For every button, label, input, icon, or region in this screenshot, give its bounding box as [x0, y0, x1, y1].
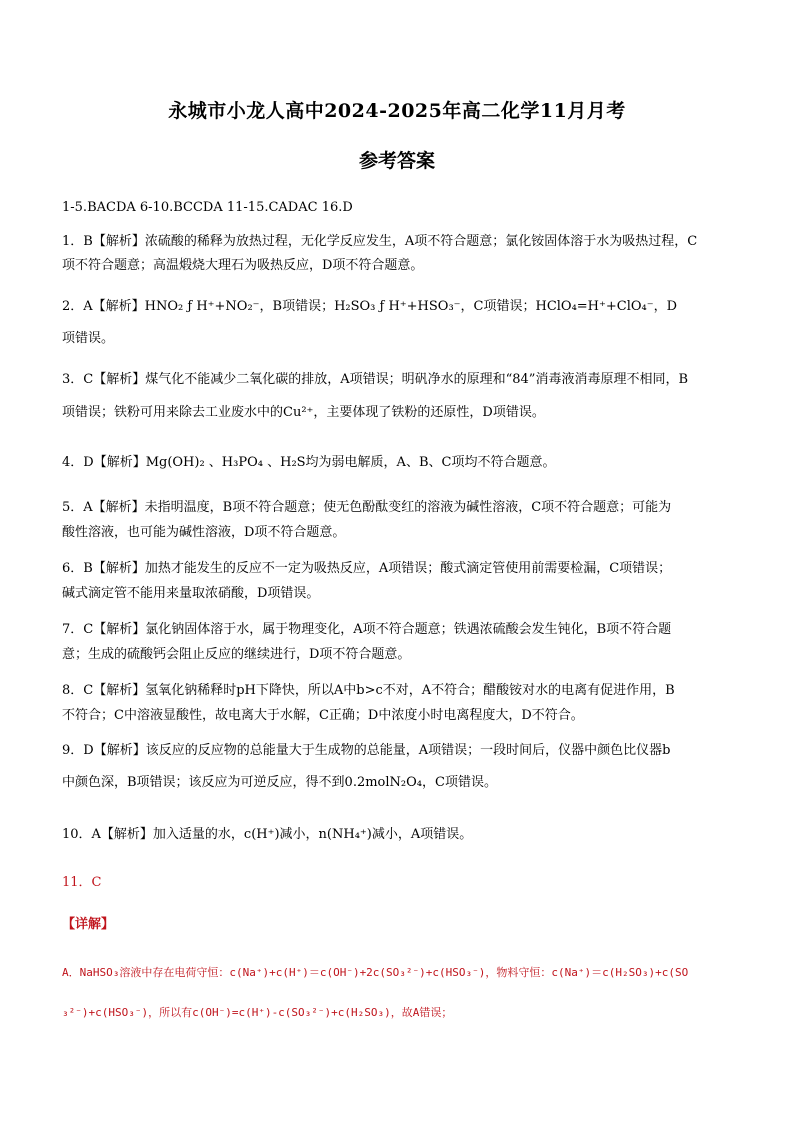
item-3-line-2: 项错误；铁粉可用来除去工业废水中的Cu²⁺，主要体现了铁粉的还原性，D项错误。 [62, 405, 545, 420]
item-1-line-1: 1．B【解析】浓硫酸的稀释为放热过程，无化学反应发生，A项不符合题意；氯化铵固体溶于水为吸热过程，C [62, 234, 698, 249]
item-5-line-1: 5．A【解析】未指明温度，B项不符合题意；使无色酚酞变红的溶液为碱性溶液，C项不符合题意；可能为 [62, 500, 672, 515]
item-6-line-2: 碱式滴定管不能用来量取浓硝酸，D项错误。 [62, 586, 320, 601]
detail-heading: 【详解】 [62, 917, 115, 932]
item-8-line-2: 不符合；C中溶液显酸性，故电离大于水解，C正确；D中浓度小时电离程度大，D不符合。 [62, 708, 584, 723]
page-subtitle: 参考答案 [358, 150, 435, 172]
item-5-line-2: 酸性溶液，也可能为碱性溶液，D项不符合题意。 [62, 525, 346, 540]
item-11-answer: 11．C [62, 875, 102, 890]
item-2-line-1: 2．A【解析】HNO₂ ƒ H⁺+NO₂⁻，B项错误；H₂SO₃ ƒ H⁺+HSO₃⁻，C项错误；HClO₄=H⁺+ClO₄⁻，D [62, 299, 678, 314]
item-6-line-1: 6．B【解析】加热才能发生的反应不一定为吸热反应，A项错误；酸式滴定管使用前需要检漏，C项错误； [62, 561, 672, 576]
answer-key: 1-5.BACDA 6-10.BCCDA 11-15.CADAC 16.D [62, 200, 353, 215]
item-2-line-2: 项错误。 [62, 331, 115, 346]
item-7-line-1: 7．C【解析】氯化钠固体溶于水，属于物理变化，A项不符合题意；铁遇浓硫酸会发生钝化，B项不符合题 [62, 622, 672, 637]
page-title: 永城市小龙人高中2024-2025年高二化学11月月考 [168, 100, 626, 122]
item-10-line-1: 10．A【解析】加入适量的水，c(H⁺)减小，n(NH₄⁺)减小，A项错误。 [62, 827, 473, 842]
item-7-line-2: 意；生成的硫酸钙会阻止反应的继续进行，D项不符合题意。 [62, 647, 411, 662]
item-4-line-1: 4．D【解析】Mg(OH)₂ 、H₃PO₄ 、H₂S均为弱电解质，A、B、C项均不符合题意。 [62, 455, 556, 470]
item-3-line-1: 3．C【解析】煤气化不能减少二氧化碳的排放，A项错误；明矾净水的原理和“84”消毒液消毒原理不相同，B [62, 372, 688, 387]
item-1-line-2: 项不符合题意；高温煅烧大理石为吸热反应，D项不符合题意。 [62, 258, 424, 273]
item-11-detail-line-1: A．NaHSO₃溶液中存在电荷守恒：c(Na⁺)+c(H⁺)＝c(OH⁻)+2c(SO₃²⁻)+c(HSO₃⁻)，物料守恒：c(Na⁺)＝c(H₂SO₃)+c(SO [62, 966, 689, 979]
item-9-line-2: 中颜色深，B项错误；该反应为可逆反应，得不到0.2molN₂O₄，C项错误。 [62, 775, 497, 790]
item-11-detail-line-2: ₃²⁻)+c(HSO₃⁻)，所以有c(OH⁻)=c(H⁺)-c(SO₃²⁻)+c(H₂SO₃)，故A错误； [62, 1006, 453, 1019]
item-9-line-1: 9．D【解析】该反应的反应物的总能量大于生成物的总能量，A项错误；一段时间后，仪器中颜色比仪器b [62, 743, 671, 758]
item-8-line-1: 8．C【解析】氢氧化钠稀释时pH下降快，所以A中b>c不对，A不符合；醋酸铵对水的电离有促进作用，B [62, 683, 675, 698]
